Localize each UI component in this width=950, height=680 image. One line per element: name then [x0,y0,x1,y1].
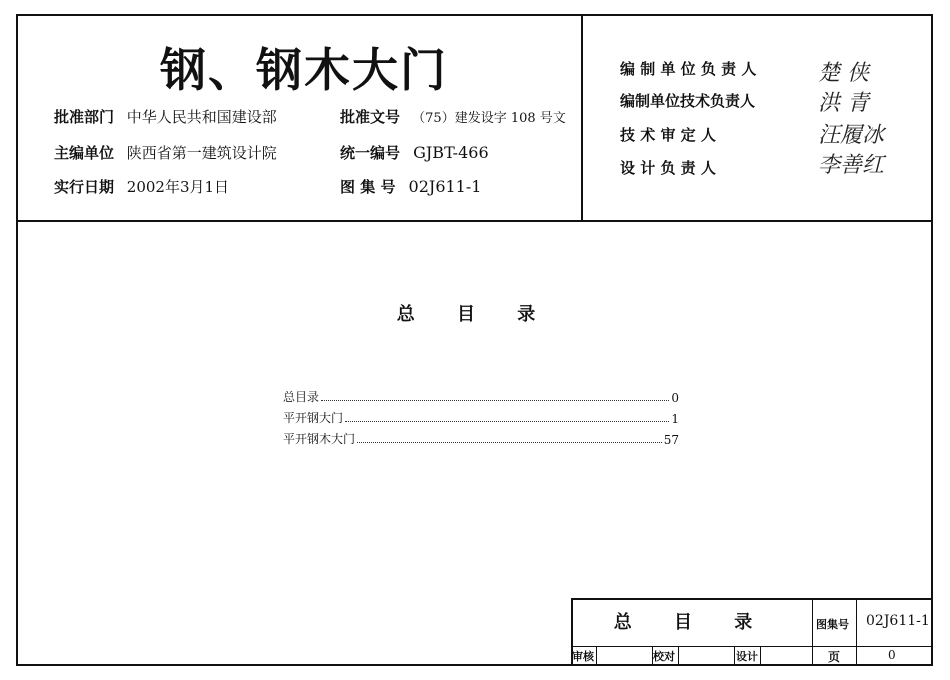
toc-item[interactable] [283,405,679,426]
toc-item-label: 平开钢大门 [283,411,344,425]
meta-value: GJBT-466 [413,143,489,162]
resp-role-design-head: 设 计 负 责 人 [620,159,716,177]
title-block-mid [571,646,933,647]
atlas-number-value: 02J611-1 [866,613,930,629]
meta-effective-date [54,176,229,197]
meta-atlas-number [340,176,481,197]
meta-key: 批准文号 [340,108,401,126]
header-divider [581,14,583,221]
meta-value: （75）建发设字 108 号文 [412,111,566,126]
meta-unified-number [340,142,489,163]
title-block-divider-1 [812,598,813,666]
title-block-divider-6 [734,646,735,666]
signature-reviewer: 汪履冰 [818,123,885,148]
meta-value: 中华人民共和国建设部 [126,108,277,126]
meta-key: 实行日期 [54,178,115,196]
toc-item-page: 0 [671,391,679,405]
meta-key: 统一编号 [340,144,401,162]
meta-value: 陕西省第一建筑设计院 [126,144,277,162]
document-title: 钢、钢木大门 [160,43,448,97]
title-block-divider-7 [760,646,761,666]
title-block-divider-3 [596,646,597,666]
toc-list [283,384,679,447]
resp-role-reviewer: 技 术 审 定 人 [620,126,716,144]
title-block-top [571,598,933,600]
meta-key: 主编单位 [54,144,115,162]
page-label: 页 [828,650,841,664]
resp-role-tech-head: 编制单位技术负责人 [620,92,756,110]
toc-item-label: 总目录 [283,390,320,404]
toc-leader [357,442,662,443]
review-label: 审核 [572,650,594,663]
atlas-number-label: 图集号 [816,618,849,631]
meta-key: 批准部门 [54,108,115,126]
design-label: 设计 [736,650,758,663]
meta-key: 图 集 号 [340,178,396,196]
toc-item-label: 平开钢木大门 [283,432,356,446]
toc-item-page: 1 [671,412,679,426]
meta-value: 2002年3月1日 [126,178,230,196]
check-label: 校对 [653,650,675,663]
toc-item[interactable] [283,426,679,447]
title-block-divider-5 [678,646,679,666]
toc-item[interactable] [283,384,679,405]
signature-unit-head: 楚 侠 [818,61,869,86]
toc-heading: 总 目 录 [396,304,554,325]
toc-item-page: 57 [663,433,679,447]
meta-approval-doc [340,106,566,127]
page-value: 0 [888,648,896,662]
toc-leader [345,421,669,422]
meta-approval-dept [54,106,277,127]
signature-tech-head: 洪 青 [818,91,869,116]
title-block-title: 总 目 录 [613,612,771,633]
header-bottom-line [16,220,933,222]
title-block-divider-2 [856,598,857,666]
meta-editor-unit [54,142,277,163]
toc-leader [321,400,669,401]
signature-design-head: 李善红 [818,153,885,178]
resp-role-unit-head: 编 制 单 位 负 责 人 [620,60,757,78]
meta-value: 02J611-1 [408,177,482,196]
